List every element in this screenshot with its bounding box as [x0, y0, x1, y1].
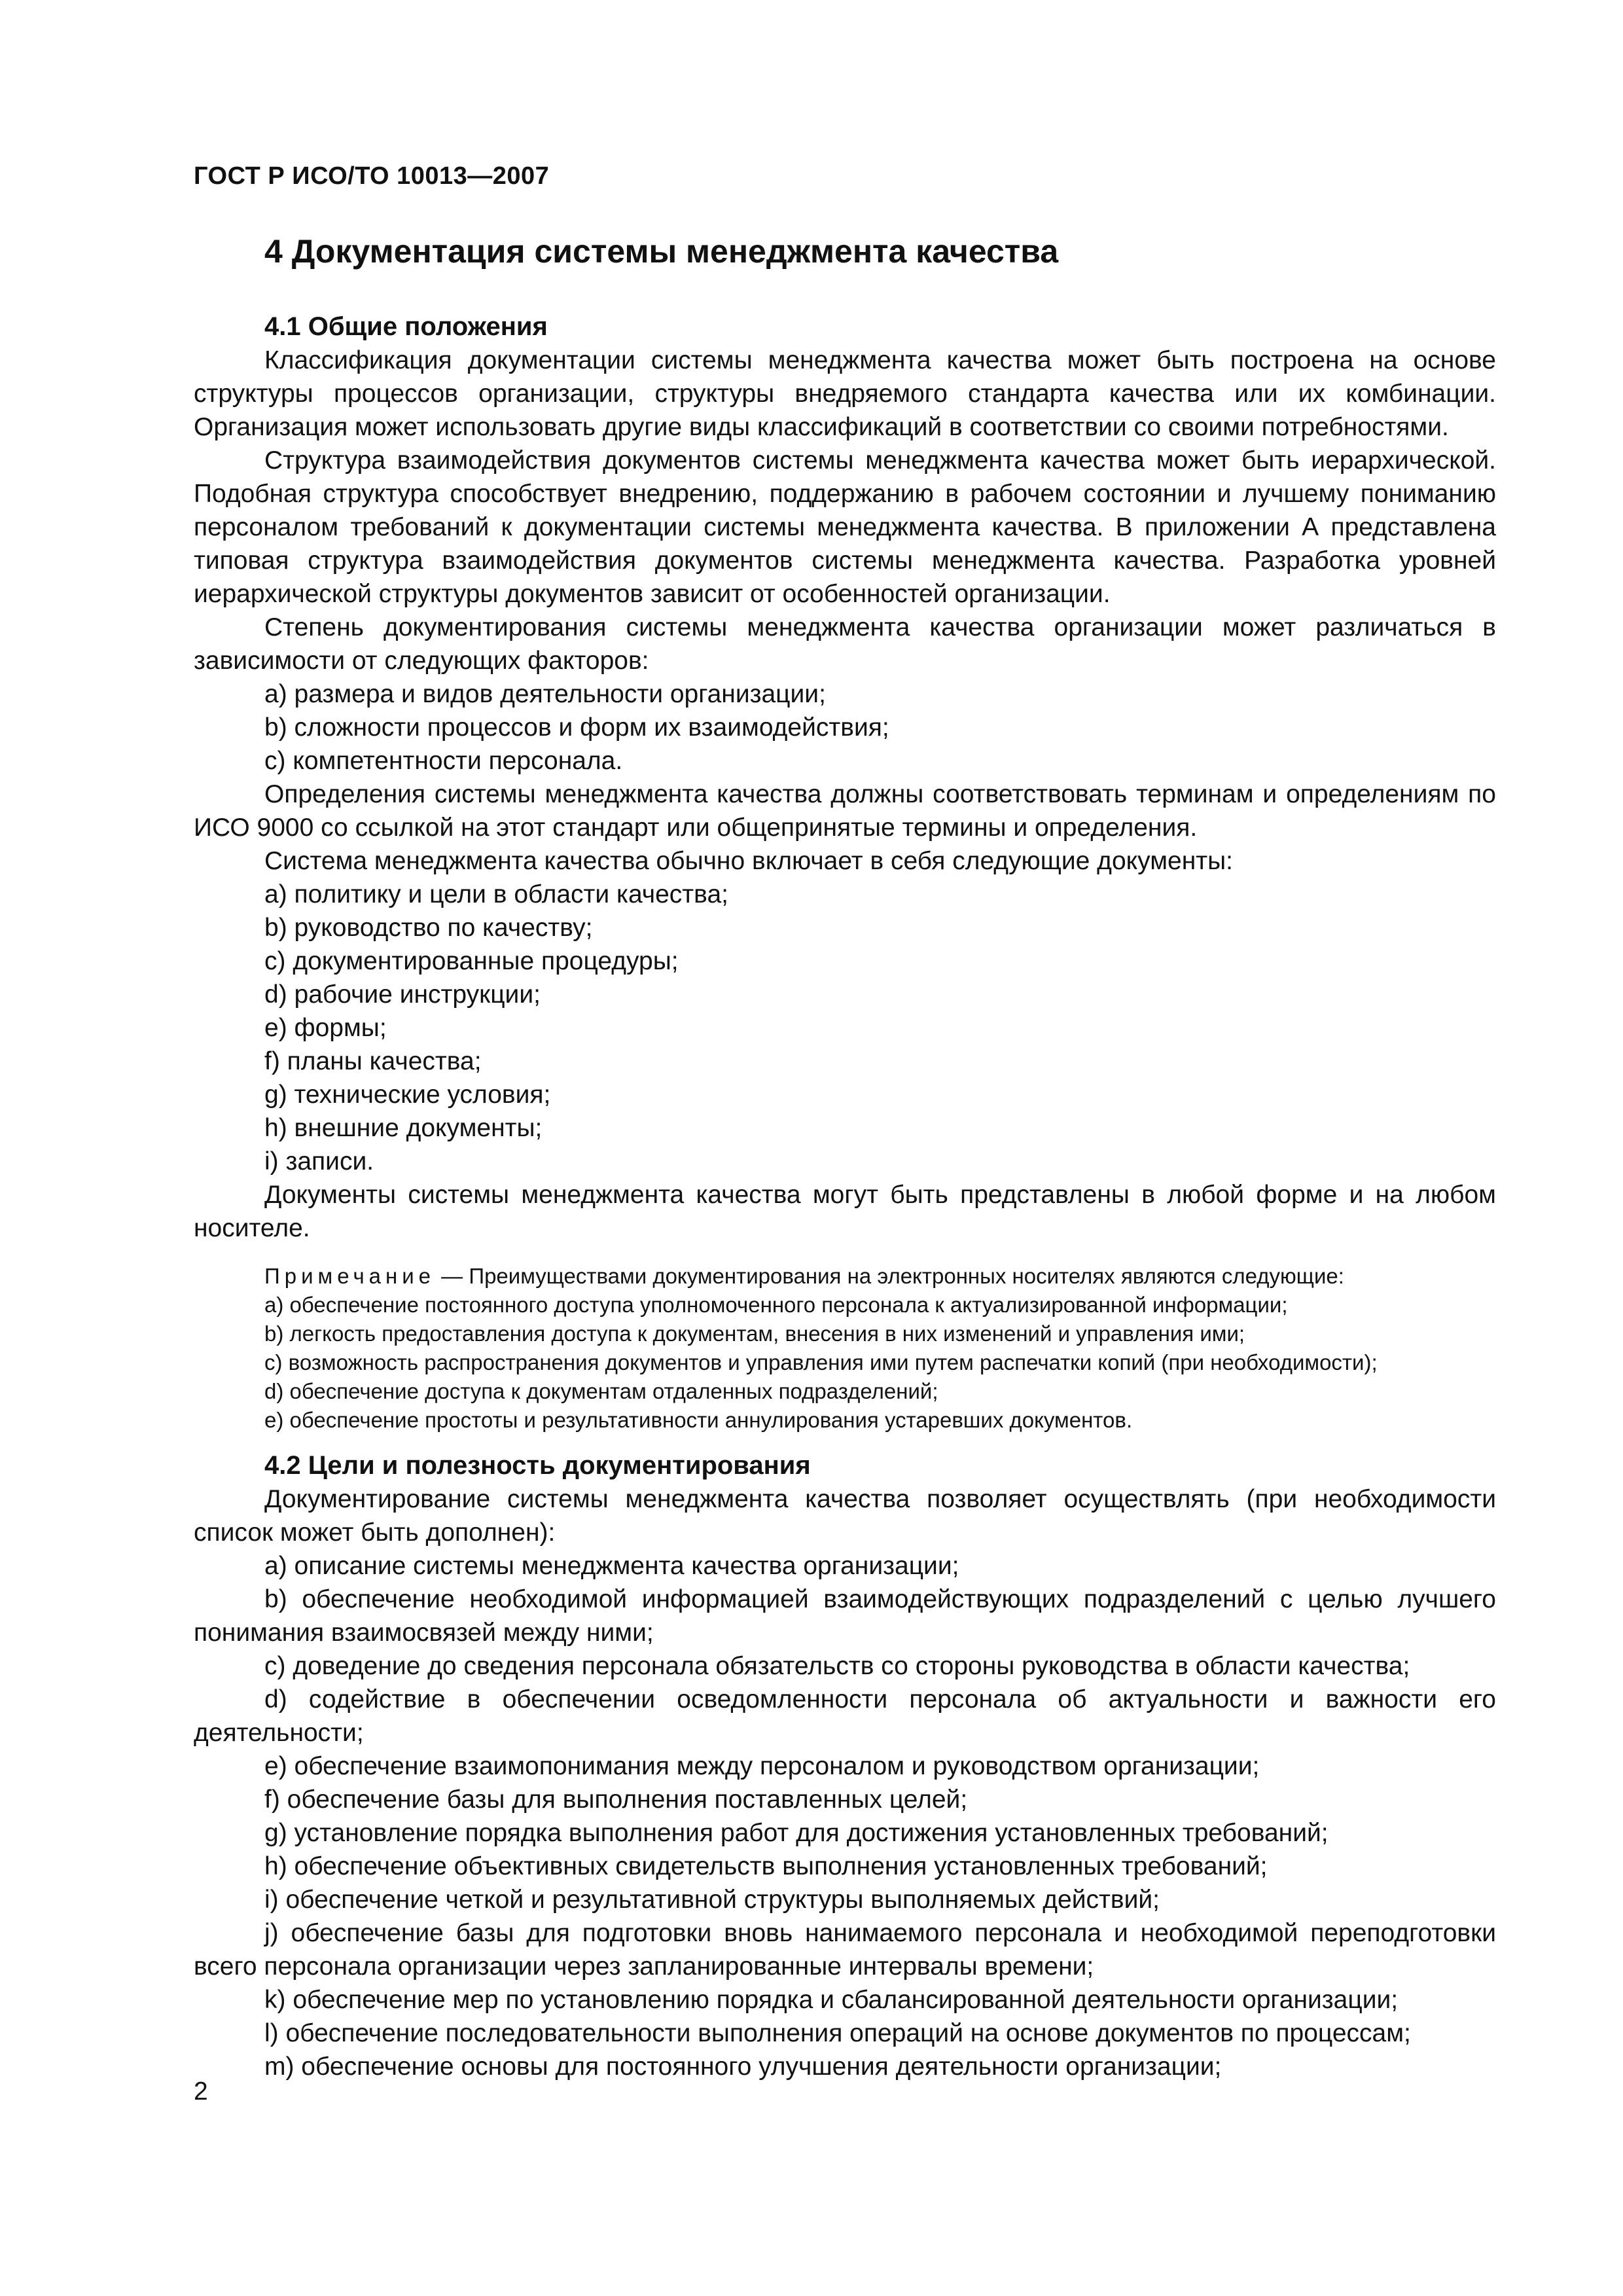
list-item: a) описание системы менеджмента качества организации;	[264, 1552, 959, 1580]
list-item: h) внешние документы;	[264, 1114, 543, 1142]
list-item: f) планы качества;	[264, 1047, 482, 1075]
list-item: b) обеспечение необходимой информацией взаимодействующих подразделений с целью лучшего понимания взаимосвязей между ними;	[194, 1585, 1496, 1647]
list-item: b) руководство по качеству;	[264, 914, 593, 942]
list-item: d) содействие в обеспечении осведомленности персонала об актуальности и важности его деятельности;	[194, 1685, 1496, 1747]
list-item: c) документированные процедуры;	[264, 947, 679, 975]
list-item: h) обеспечение объективных свидетельств выполнения установленных требований;	[264, 1852, 1268, 1880]
list-item: j) обеспечение базы для подготовки вновь нанимаемого персонала и необходимой переподготовки всего персонала организации через запланированные интервалы времени;	[194, 1919, 1496, 1981]
note-intro-text: — Преимуществами документирования на электронных носителях являются следующие:	[435, 1264, 1344, 1288]
list-item: e) обеспечение взаимопонимания между персоналом и руководством организации;	[264, 1752, 1260, 1780]
paragraph: Определения системы менеджмента качества должны соответствовать терминам и определениям по ИСО 9000 со ссылкой на этот стандарт или общепринятые термины и определения.	[194, 780, 1496, 842]
page-number: 2	[194, 2077, 208, 2106]
list-item: g) технические условия;	[264, 1081, 551, 1109]
list-item: i) обеспечение четкой и результативной структуры выполняемых действий;	[264, 1886, 1160, 1914]
list-item: l) обеспечение последовательности выполнения операций на основе документов по процессам;	[264, 2019, 1411, 2047]
note-item: a) обеспечение постоянного доступа уполномоченного персонала к актуализированной информации;	[264, 1293, 1288, 1317]
list-item: c) доведение до сведения персонала обязательств со стороны руководства в области качества;	[264, 1652, 1410, 1680]
subsection-title-4-2: 4.2 Цели и полезность документирования	[264, 1451, 811, 1480]
paragraph: Степень документирования системы менеджмента качества организации может различаться в зависимости от следующих факторов:	[194, 613, 1496, 675]
list-item: m) обеспечение основы для постоянного улучшения деятельности организации;	[264, 2053, 1222, 2081]
list-item: d) рабочие инструкции;	[264, 980, 541, 1009]
note-intro	[194, 1262, 1496, 1291]
paragraph: Документы системы менеджмента качества могут быть представлены в любой форме и на любом носителе.	[194, 1181, 1496, 1242]
note-item: c) возможность распространения документов и управления ими путем распечатки копий (при необходимости);	[264, 1350, 1378, 1374]
list-item: k) обеспечение мер по установлению порядка и сбалансированной деятельности организации;	[264, 1986, 1399, 2014]
list-item: c) компетентности персонала.	[264, 747, 623, 775]
list-item: a) размера и видов деятельности организации;	[264, 680, 826, 708]
note-item: d) обеспечение доступа к документам отдаленных подразделений;	[264, 1379, 938, 1403]
section-title: 4 Документация системы менеджмента качества	[264, 233, 1059, 270]
list-item: g) установление порядка выполнения работ для достижения установленных требований;	[264, 1819, 1329, 1847]
paragraph: Документирование системы менеджмента качества позволяет осуществлять (при необходимости список может быть дополнен):	[194, 1485, 1496, 1547]
paragraph: Классификация документации системы менеджмента качества может быть построена на основе структуры процессов организации, структуры внедряемого стандарта качества или их комбинации. Организация может использовать другие виды классификаций в соответствии со своими потребностями.	[194, 346, 1496, 441]
note-label: Примечание	[264, 1264, 436, 1288]
paragraph: Система менеджмента качества обычно включает в себя следующие документы:	[264, 847, 1233, 875]
subsection-title-4-1: 4.1 Общие положения	[264, 312, 548, 341]
list-item: e) формы;	[264, 1014, 387, 1042]
list-item: b) сложности процессов и форм их взаимодействия;	[264, 713, 889, 742]
note-block	[194, 1262, 1496, 1435]
page-content	[194, 230, 1496, 2083]
list-item: f) обеспечение базы для выполнения поставленных целей;	[264, 1785, 968, 1814]
note-item: b) легкость предоставления доступа к документам, внесения в них изменений и управления ими;	[264, 1321, 1245, 1346]
paragraph: Структура взаимодействия документов системы менеджмента качества может быть иерархической. Подобная структура способствует внедрению, поддержанию в рабочем состоянии и лучшему пониманию персоналом требований к документации системы менеджмента качества. В приложении А представлена типовая структура взаимодействия документов системы менеджмента качества. Разработка уровней иерархической структуры документов зависит от особенностей организации.	[194, 446, 1496, 608]
list-item: i) записи.	[264, 1147, 374, 1175]
list-item: a) политику и цели в области качества;	[264, 880, 728, 908]
standard-header: ГОСТ Р ИСО/ТО 10013—2007	[194, 162, 550, 190]
note-item: e) обеспечение простоты и результативности аннулирования устаревших документов.	[264, 1408, 1133, 1432]
